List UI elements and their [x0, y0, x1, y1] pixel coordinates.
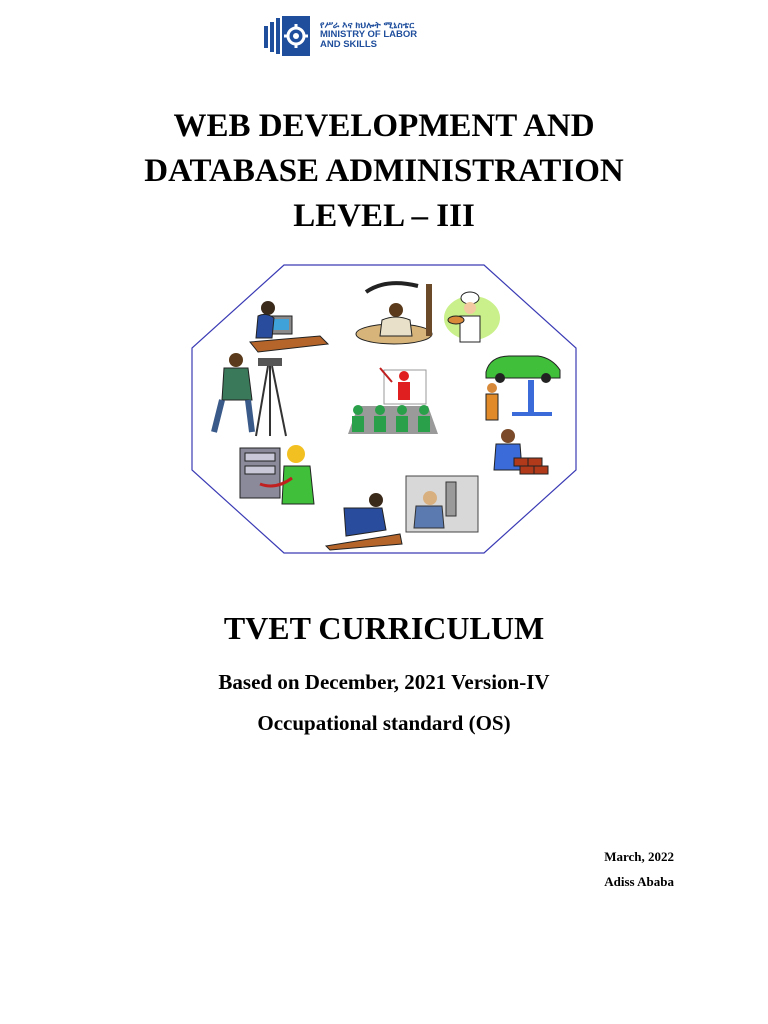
publication-date: March, 2022	[604, 849, 674, 864]
ministry-logo	[262, 12, 452, 60]
electrician-icon	[240, 445, 314, 504]
based-on-text: Based on December, 2021 Version-IV	[218, 670, 550, 694]
document-title	[0, 104, 768, 239]
title-line-1: WEB DEVELOPMENT AND	[173, 108, 595, 144]
logo-line-2: AND SKILLS	[320, 39, 377, 50]
machinist-icon	[406, 476, 478, 532]
logo-amharic: የሥራ እና ክህሎት ሚኒስቴር	[320, 20, 415, 30]
logo-line-1: MINISTRY OF LABOR	[320, 29, 418, 40]
title-line-2: DATABASE ADMINISTRATION	[144, 153, 624, 189]
ministry-emblem-icon	[262, 14, 314, 58]
title-line-3: LEVEL – III	[293, 198, 475, 234]
occupational-standard-text: Occupational standard (OS)	[257, 711, 511, 735]
occupations-collage	[188, 262, 580, 556]
logo-wordmark	[320, 20, 417, 50]
curriculum-heading: TVET CURRICULUM	[223, 610, 545, 646]
publication-place: Adiss Ababa	[604, 874, 674, 889]
